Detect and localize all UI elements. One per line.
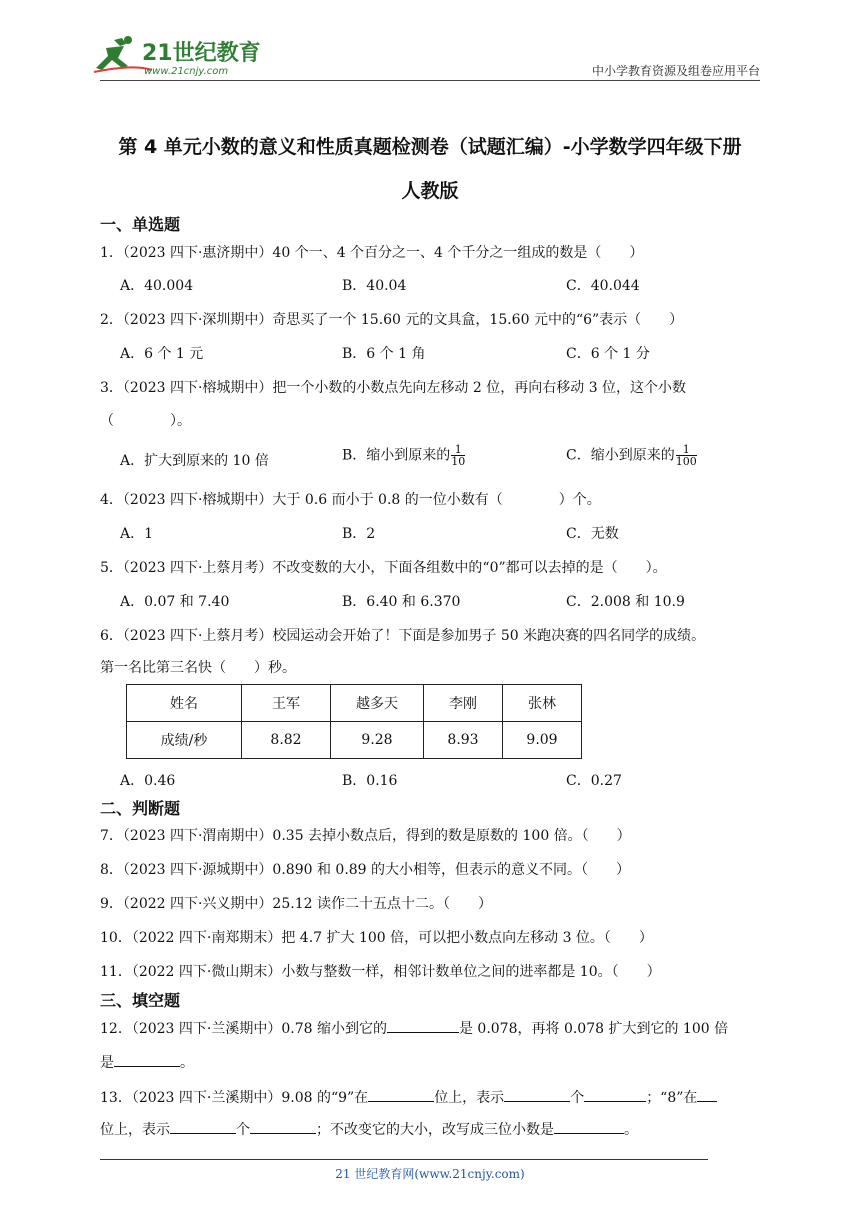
section-heading: 二、判断题 — [100, 799, 181, 818]
option-b: B．6 个 1 角 — [342, 346, 426, 362]
question-12-cont: 是 。 — [100, 1052, 194, 1072]
option-c: C．6 个 1 分 — [566, 346, 650, 362]
platform-name: 中小学教育资源及组卷应用平台 — [591, 64, 760, 78]
question-10: 10．（2022 四下·南郑期末）把 4.7 扩大 100 倍，可以把小数点向左移动 3 位。（ ） — [100, 930, 653, 946]
svg-text:21世纪教育: 21世纪教育 — [142, 41, 261, 66]
question-9: 9．（2022 四下·兴义期中）25.12 读作二十五点十二。（ ） — [100, 896, 492, 912]
section-heading: 一、单选题 — [100, 215, 181, 234]
fraction: $\frac{1}{10}$ — [451, 443, 466, 468]
table-cell: 9.28 — [331, 722, 424, 759]
question-13-cont: 位上，表示 个 ；不改变它的大小，改写成三位小数是 。 — [100, 1119, 638, 1139]
section-heading: 三、填空题 — [100, 991, 181, 1010]
question-1: 1．（2023 四下·惠济期中）40 个一、4 个百分之一、4 个千分之一组成的数是（ ） — [100, 245, 644, 261]
header-divider — [100, 80, 760, 81]
question-6: 6．（2023 四下·上蔡月考）校园运动会开始了！下面是参加男子 50 米跑决赛的四名同学的成绩。 — [100, 628, 706, 644]
option-b: B．缩小到原来的 $\frac{1}{10}$ — [342, 443, 466, 468]
page-title-line2: 人教版 — [401, 180, 459, 202]
answer-blank[interactable] — [114, 1052, 180, 1067]
runner-logo-icon — [92, 34, 262, 80]
option-a: A．扩大到原来的 10 倍 — [120, 453, 269, 469]
option-a: A．40.004 — [120, 278, 194, 294]
answer-blank[interactable] — [697, 1087, 717, 1102]
option-b: B．40.04 — [342, 278, 407, 294]
answer-blank[interactable] — [554, 1119, 624, 1134]
scores-table — [126, 684, 582, 759]
answer-blank[interactable] — [387, 1018, 459, 1033]
footer-divider — [100, 1159, 708, 1160]
option-c: C．无数 — [566, 526, 619, 542]
answer-blank[interactable] — [504, 1087, 570, 1102]
question-6-cont: 第一名比第三名快（ ）秒。 — [100, 660, 296, 676]
question-8: 8．（2023 四下·源城期中）0.890 和 0.89 的大小相等，但表示的意义不同。（ ） — [100, 862, 631, 878]
site-logo — [92, 34, 262, 80]
table-cell: 9.09 — [503, 722, 582, 759]
question-5: 5．（2023 四下·上蔡月考）不改变数的大小，下面各组数中的“0”都可以去掉的是（ ）。 — [100, 560, 667, 576]
table-cell: 张林 — [503, 685, 582, 722]
question-13: 13．（2023 四下·兰溪期中）9.08 的“9”在 位上，表示 个 ；“8”在 — [100, 1087, 717, 1107]
answer-blank[interactable] — [584, 1087, 646, 1102]
question-4: 4．（2023 四下·榕城期中）大于 0.6 而小于 0.8 的一位小数有（ ）个。 — [100, 492, 601, 508]
table-cell: 王军 — [242, 685, 331, 722]
option-a: A．6 个 1 元 — [120, 346, 204, 362]
option-c: C．2.008 和 10.9 — [566, 594, 685, 610]
svg-text:www.21cnjy.com: www.21cnjy.com — [144, 66, 229, 77]
option-c: C．0.27 — [566, 773, 622, 789]
question-3: 3．（2023 四下·榕城期中）把一个小数的小数点先向左移动 2 位，再向右移动 3 位，这个小数 — [100, 380, 687, 396]
option-b: B．0.16 — [342, 773, 398, 789]
table-cell: 姓名 — [127, 685, 242, 722]
table-row — [127, 722, 582, 759]
answer-blank[interactable] — [170, 1119, 236, 1134]
option-b: B．6.40 和 6.370 — [342, 594, 461, 610]
table-cell: 李刚 — [424, 685, 503, 722]
table-cell: 8.93 — [424, 722, 503, 759]
table-cell: 成绩/秒 — [127, 722, 242, 759]
question-7: 7．（2023 四下·渭南期中）0.35 去掉小数点后，得到的数是原数的 100 倍。（ ） — [100, 828, 631, 844]
answer-blank[interactable] — [250, 1119, 316, 1134]
table-cell: 越多天 — [331, 685, 424, 722]
option-a: A．0.07 和 7.40 — [120, 594, 230, 610]
option-a: A．1 — [120, 526, 154, 542]
question-3-cont: （ ）。 — [100, 413, 191, 429]
answer-blank[interactable] — [368, 1087, 434, 1102]
option-c: C．40.044 — [566, 278, 640, 294]
fraction: $\frac{1}{100}$ — [675, 443, 697, 468]
table-cell: 8.82 — [242, 722, 331, 759]
option-a: A．0.46 — [120, 773, 176, 789]
table-row — [127, 685, 582, 722]
option-c: C．缩小到原来的 $\frac{1}{100}$ — [566, 443, 697, 468]
question-12: 12．（2023 四下·兰溪期中）0.78 缩小到它的 是 0.078，再将 0.078 扩大到它的 100 倍 — [100, 1018, 728, 1038]
question-2: 2．（2023 四下·深圳期中）奇思买了一个 15.60 元的文具盒，15.60 元中的“6”表示（ ） — [100, 312, 684, 328]
page-title: 第 4 单元小数的意义和性质真题检测卷（试题汇编）-小学数学四年级下册 — [118, 136, 742, 158]
question-11: 11．（2022 四下·微山期末）小数与整数一样，相邻计数单位之间的进率都是 10。（ ） — [100, 964, 661, 980]
footer-text: 21 世纪教育网(www.21cnjy.com) — [335, 1167, 525, 1181]
option-b: B．2 — [342, 526, 376, 542]
